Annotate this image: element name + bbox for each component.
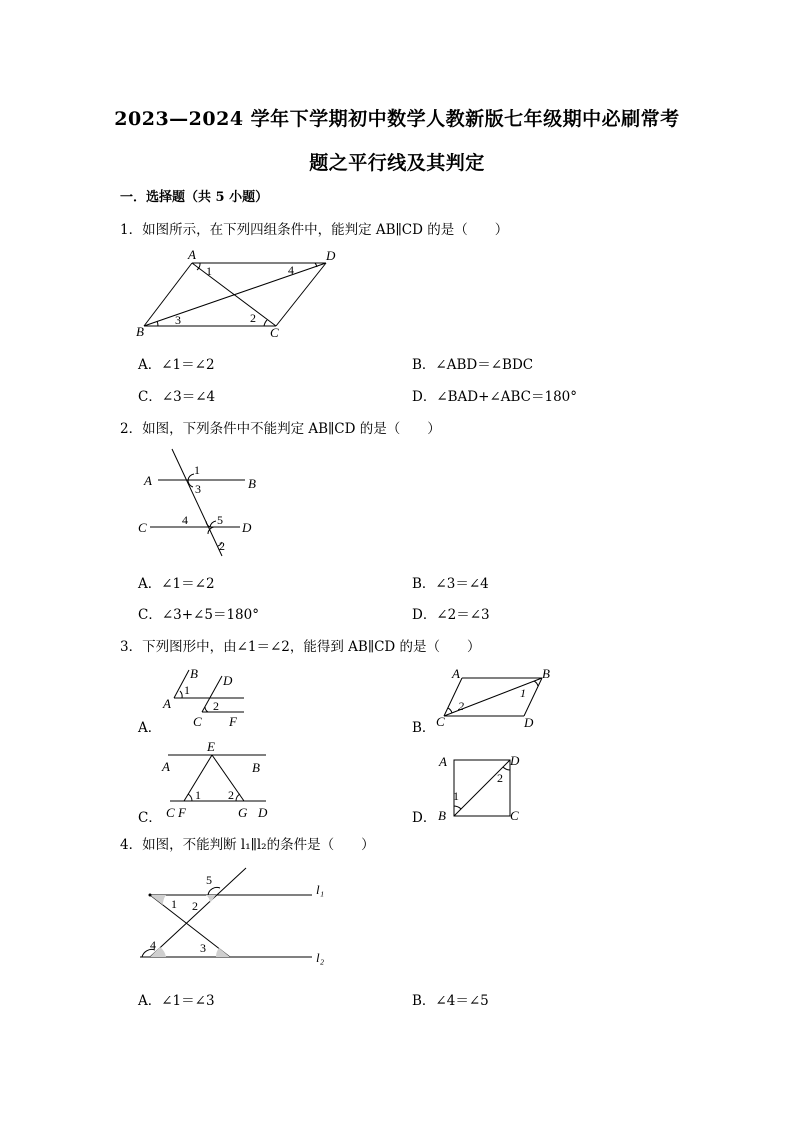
question-3-figure-b xyxy=(430,664,560,732)
fig2-angle-4: 4 xyxy=(182,513,188,527)
question-4-stem: 4．如图，不能判断 l₁∥l₂的条件是（ ） xyxy=(120,837,375,853)
fig2-angle-2: 2 xyxy=(219,539,225,553)
question-2-option-d: D．∠2＝∠3 xyxy=(412,607,490,623)
fig1-label-A: A xyxy=(188,247,196,262)
fig1-angle-1: 1 xyxy=(206,264,212,278)
fig1-label-C: C xyxy=(270,325,279,340)
fig1-label-B: B xyxy=(136,324,144,339)
fig2-angle-5: 5 xyxy=(217,513,223,527)
question-3-option-b-letter: B． xyxy=(412,720,436,736)
question-1-option-a: A．∠1＝∠2 xyxy=(138,357,215,373)
fig1-label-D: D xyxy=(326,248,336,263)
fig3a-label-A: A xyxy=(163,696,171,711)
page-title: 2023—2024 学年下学期初中数学人教新版七年级期中必刷常考 xyxy=(114,108,680,130)
fig3d-label-A: A xyxy=(439,754,447,769)
question-2-option-b: B．∠3＝∠4 xyxy=(412,576,489,592)
fig3c-angle-1: 1 xyxy=(195,788,201,802)
fig3a-label-B: B xyxy=(190,666,198,681)
question-4-figure xyxy=(130,866,340,974)
fig3b-label-A: A xyxy=(452,666,460,681)
question-3-option-d-letter: D． xyxy=(412,810,437,826)
fig3b-label-D: D xyxy=(524,715,534,730)
question-2-stem: 2．如图，下列条件中不能判定 AB∥CD 的是（ ） xyxy=(120,421,441,437)
question-2-option-a: A．∠1＝∠2 xyxy=(138,576,215,592)
question-2-option-c: C．∠3+∠5＝180° xyxy=(138,607,259,623)
question-3-figure-a xyxy=(156,664,252,732)
question-4-option-a: A．∠1＝∠3 xyxy=(138,993,215,1009)
fig1-angle-3: 3 xyxy=(175,313,181,327)
question-4-option-b: B．∠4＝∠5 xyxy=(412,993,489,1009)
fig3c-label-D: D xyxy=(258,805,268,820)
fig3c-label-G: G xyxy=(238,805,248,820)
fig3c-label-F: F xyxy=(178,805,186,820)
fig3a-label-D: D xyxy=(223,673,233,688)
fig4-angle-3: 3 xyxy=(200,941,206,955)
fig3b-angle-1: 1 xyxy=(520,686,526,700)
fig3d-angle-2: 2 xyxy=(497,771,503,785)
fig2-label-C: C xyxy=(138,520,147,535)
fig2-label-B: B xyxy=(248,476,256,491)
page-subtitle: 题之平行线及其判定 xyxy=(309,152,485,174)
fig3b-label-C: C xyxy=(436,714,445,729)
fig3b-angle-2: 2 xyxy=(458,699,464,713)
fig3a-label-F: F xyxy=(229,714,237,729)
fig2-label-D: D xyxy=(242,520,252,535)
fig3d-angle-1: 1 xyxy=(453,789,459,803)
question-3-figure-c xyxy=(156,738,274,822)
fig4-label-l2: l₂ xyxy=(316,950,325,965)
question-3-option-c-letter: C． xyxy=(138,810,162,826)
fig3d-label-C: C xyxy=(510,808,519,823)
question-3-figure-d xyxy=(430,748,530,824)
question-2-figure xyxy=(130,446,280,558)
fig4-label-l1: l₁ xyxy=(316,882,325,897)
fig3d-label-D: D xyxy=(510,753,520,768)
fig3a-angle-1: 1 xyxy=(184,683,190,697)
fig3a-angle-2: 2 xyxy=(213,699,219,713)
fig1-angle-4: 4 xyxy=(288,263,294,277)
fig2-label-A: A xyxy=(144,473,152,488)
fig3c-angle-2: 2 xyxy=(228,788,234,802)
fig4-angle-2: 2 xyxy=(192,899,198,913)
fig2-angle-3: 3 xyxy=(195,482,201,496)
fig3c-label-C: C xyxy=(166,805,175,820)
question-1-stem: 1．如图所示，在下列四组条件中，能判定 AB∥CD 的是（ ） xyxy=(120,222,509,238)
question-3-option-a-letter: A． xyxy=(138,720,162,736)
fig4-angle-5: 5 xyxy=(206,873,212,887)
fig3d-label-B: B xyxy=(438,808,446,823)
fig4-angle-1: 1 xyxy=(171,897,177,911)
question-1-option-d: D．∠BAD+∠ABC＝180° xyxy=(412,389,578,405)
question-1-figure xyxy=(130,244,350,340)
fig3a-label-C: C xyxy=(193,714,202,729)
question-3-stem: 3．下列图形中，由∠1＝∠2，能得到 AB∥CD 的是（ ） xyxy=(120,639,481,655)
fig3c-label-E: E xyxy=(207,739,215,754)
question-1-option-b: B．∠ABD＝∠BDC xyxy=(412,357,534,373)
fig1-angle-2: 2 xyxy=(250,311,256,325)
question-1-option-c: C．∠3＝∠4 xyxy=(138,389,216,405)
section-header: 一．选择题（共 5 小题） xyxy=(120,190,269,205)
fig4-angle-4: 4 xyxy=(150,938,156,952)
fig3b-label-B: B xyxy=(542,666,550,681)
fig3c-label-A: A xyxy=(162,759,170,774)
fig2-angle-1: 1 xyxy=(194,463,200,477)
fig3c-label-B: B xyxy=(252,760,260,775)
